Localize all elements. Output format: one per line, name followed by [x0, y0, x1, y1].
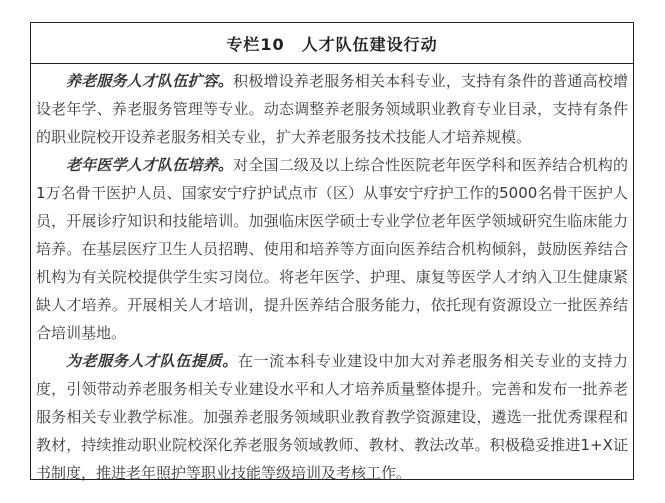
- paragraph-lead: 为老服务人才队伍提质。: [66, 352, 238, 370]
- paragraph-service-quality: [36, 347, 628, 487]
- paragraph-text: 在一流本科专业建设中加大对养老服务相关专业的支持力度，引领带动养老服务相关专业建设水平和人才培养质量整体提升。完善和发布一批养老服务相关专业教学标准。加强养老服务领域职业教育教学资源建设，遴选一批优秀课程和教材，持续推动职业院校深化养老服务领域教师、教材、教法改革。积极稳妥推进1+X证书制度，推进老年照护等职业技能等级培训及考核工作。: [36, 352, 628, 482]
- panel-header: [31, 23, 633, 64]
- panel-title: 专栏10 人才队伍建设行动: [226, 34, 438, 54]
- paragraph-geriatric-medicine: [36, 151, 628, 347]
- panel-body: [31, 64, 633, 497]
- paragraph-text: 积极增设养老服务相关本科专业，支持有条件的普通高校增设老年学、养老服务管理等专业。动态调整养老服务领域职业教育专业目录，支持有条件的职业院校开设养老服务相关专业，扩大养老服务技术技能人才培养规模。: [36, 72, 628, 146]
- paragraph-talent-expansion: [36, 67, 628, 151]
- paragraph-text: 对全国二级及以上综合性医院老年医学科和医养结合机构的1万名骨干医护人员、国家安宁疗护试点市（区）从事安宁疗护工作的5000名骨干医护人员，开展诊疗知识和技能培训。加强临床医学硕士专业学位老年医学领域研究生临床能力培养。在基层医疗卫生人员招聘、使用和培养等方面向医养结合机构倾斜，鼓励医养结合机构为有关院校提供学生实习岗位。将老年医学、护理、康复等医学人才纳入卫生健康紧缺人才培养。开展相关人才培训，提升医养结合服务能力，依托现有资源设立一批医养结合培训基地。: [36, 156, 628, 342]
- column-10-panel: [30, 22, 634, 480]
- paragraph-lead: 养老服务人才队伍扩容。: [66, 72, 234, 90]
- paragraph-lead: 老年医学人才队伍培养。: [66, 156, 234, 174]
